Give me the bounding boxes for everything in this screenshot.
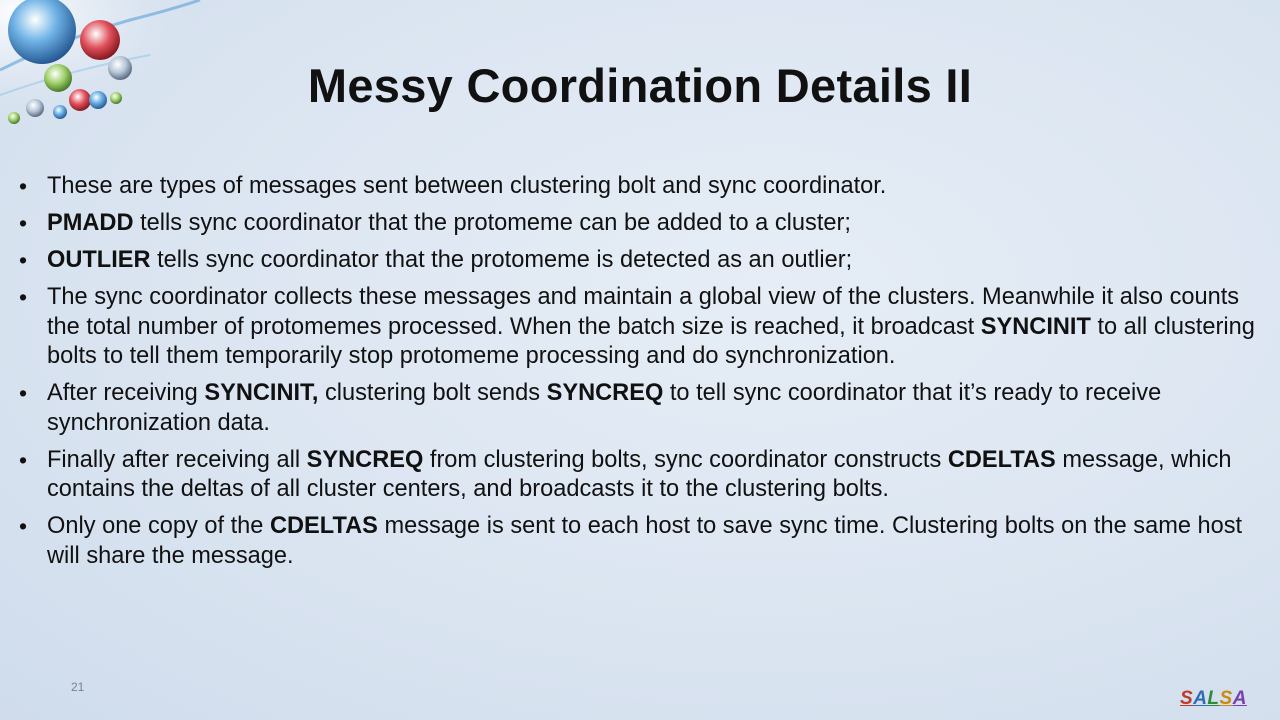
salsa-logo <box>1180 688 1247 710</box>
bullet-keyword: SYNCINIT <box>980 313 1091 340</box>
bullet-dot-icon: • <box>19 446 28 473</box>
bullet-dot-icon: • <box>19 173 28 199</box>
bullet-keyword: CDELTAS <box>269 513 378 539</box>
bullet-item <box>18 209 1256 239</box>
salsa-logo-letter: S <box>1219 688 1233 709</box>
bullet-text: to all clustering bolts to tell them temporarily stop protomeme processing and do synchronization. <box>47 313 1255 369</box>
bullet-item <box>18 512 1256 571</box>
bullet-keyword: SYNCREQ <box>546 380 664 406</box>
bullet-text: Only one copy of the <box>47 513 270 539</box>
bullet-text: to tell sync coordinator that it’s ready to receive synchronization data. <box>47 380 1162 436</box>
bullet-keyword: SYNCREQ <box>306 446 424 473</box>
bullet-text: from clustering bolts, sync coordinator constructs <box>423 446 948 473</box>
bullet-text: tells sync coordinator that the protomeme can be added to a cluster; <box>133 210 851 236</box>
bullet-dot-icon: • <box>19 284 28 310</box>
bullet-item <box>18 246 1256 276</box>
bullet-dot-icon: • <box>19 380 28 406</box>
bullet-keyword: SYNCINIT, <box>204 380 319 406</box>
bullet-keyword: OUTLIER <box>47 247 151 273</box>
salsa-logo-letter: A <box>1193 688 1208 709</box>
bullet-text: message is sent to each host to save sync time. Clustering bolts on the same host will share the message. <box>47 513 1243 569</box>
bullet-item <box>18 172 1256 202</box>
bullet-keyword: CDELTAS <box>947 446 1056 473</box>
bullet-text: After receiving <box>47 380 205 406</box>
bullet-dot-icon: • <box>19 210 28 236</box>
bullet-text: The sync coordinator collects these messages and maintain a global view of the clusters. Meanwhile it also counts the total number of protomemes processed. When the batch size is reached, it broadcast <box>47 284 1240 340</box>
bullet-list <box>18 172 1256 579</box>
bullet-item <box>18 379 1256 438</box>
bullet-item <box>18 446 1256 505</box>
salsa-logo-letter: S <box>1180 688 1194 709</box>
bullet-text: message, which contains the deltas of all cluster centers, and broadcasts it to the clustering bolts. <box>47 446 1232 502</box>
bullet-text: tells sync coordinator that the protomeme is detected as an outlier; <box>150 247 853 273</box>
bullet-text: These are types of messages sent between clustering bolt and sync coordinator. <box>47 173 887 199</box>
page-number: 21 <box>71 680 85 694</box>
bullet-item <box>18 283 1256 372</box>
salsa-logo-letter: L <box>1207 688 1220 709</box>
bullet-keyword: PMADD <box>47 210 134 236</box>
bullet-dot-icon: • <box>19 247 28 273</box>
salsa-logo-letter: A <box>1232 688 1247 709</box>
bullet-text: Finally after receiving all <box>47 446 307 473</box>
bullet-dot-icon: • <box>19 513 28 539</box>
bullet-text: clustering bolt sends <box>318 380 547 406</box>
slide-title: Messy Coordination Details II <box>307 59 973 112</box>
